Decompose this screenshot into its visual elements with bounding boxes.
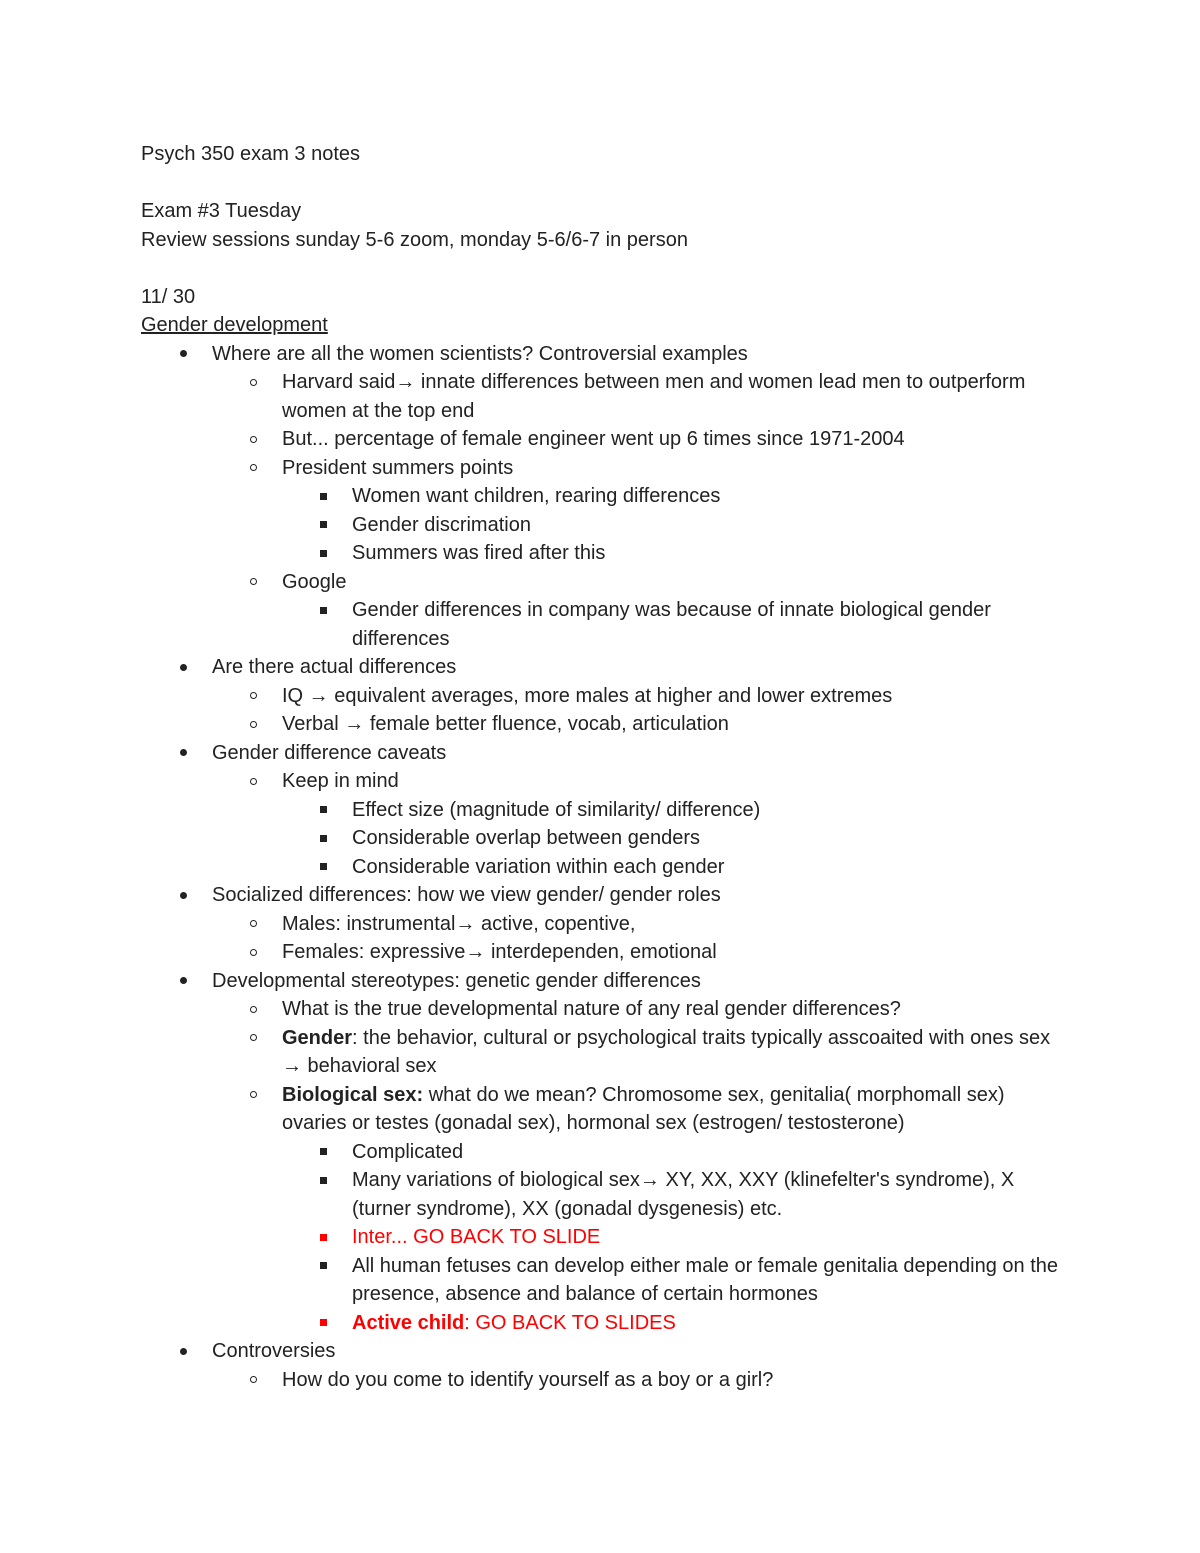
bullet-square xyxy=(316,1166,330,1195)
spacer xyxy=(141,169,1061,198)
list-item: But... percentage of female engineer went up 6 times since 1971-2004 xyxy=(141,425,1061,454)
bullet-square xyxy=(316,539,330,568)
bullet-circle xyxy=(246,1366,260,1395)
list-item: Effect size (magnitude of similarity/ difference) xyxy=(141,796,1061,825)
review-line: Review sessions sunday 5-6 zoom, monday 5-6/6-7 in person xyxy=(141,228,688,251)
list-item-highlighted: Active child: GO BACK TO SLIDES xyxy=(141,1309,1061,1338)
term-biological-sex: Biological sex: xyxy=(282,1083,424,1106)
bullet-square xyxy=(316,853,330,882)
bullet-square xyxy=(316,1223,330,1252)
list-item: Gender: the behavior, cultural or psychological traits typically asscoaited with ones sex → behavioral sex xyxy=(141,1024,1061,1081)
bullet-square xyxy=(316,1252,330,1281)
list-item: President summers points xyxy=(141,454,1061,483)
term-gender: Gender xyxy=(282,1026,353,1049)
exam-line: Exam #3 Tuesday xyxy=(141,200,302,222)
list-item: Complicated xyxy=(141,1138,1061,1167)
list-item: Verbal → female better fluence, vocab, articulation xyxy=(141,710,1061,739)
term-active-child: Active child xyxy=(352,1311,465,1334)
bullet-square xyxy=(316,1138,330,1167)
list-item: How do you come to identify yourself as a boy or a girl? xyxy=(141,1366,1061,1395)
spacer xyxy=(141,254,1061,283)
bullet-square xyxy=(316,1309,330,1338)
date-line: 11/ 30 xyxy=(141,285,196,308)
bullet-circle xyxy=(246,568,260,597)
bullet-circle xyxy=(246,682,260,711)
bullet-dot xyxy=(176,653,190,682)
bullet-dot xyxy=(176,967,190,996)
list-item: Controversies xyxy=(141,1337,1061,1366)
list-item: Where are all the women scientists? Controversial examples xyxy=(141,340,1061,369)
bullet-square xyxy=(316,511,330,540)
bullet-circle xyxy=(246,910,260,939)
list-item: Keep in mind xyxy=(141,767,1061,796)
list-item: Gender differences in company was because of innate biological gender differences xyxy=(141,596,1061,653)
list-item: Socialized differences: how we view gender/ gender roles xyxy=(141,881,1061,910)
list-item: All human fetuses can develop either male or female genitalia depending on the presence, absence and balance of certain hormones xyxy=(141,1252,1061,1309)
section-heading-text: Gender development xyxy=(141,314,328,336)
bullet-circle xyxy=(246,425,260,454)
bullet-dot xyxy=(176,1337,190,1366)
section-heading xyxy=(141,311,1061,340)
bullet-square xyxy=(316,824,330,853)
list-item: Gender discrimation xyxy=(141,511,1061,540)
document-content xyxy=(141,140,1061,1394)
bullet-circle xyxy=(246,767,260,796)
list-item: Summers was fired after this xyxy=(141,539,1061,568)
bullet-circle xyxy=(246,938,260,967)
list-item: IQ → equivalent averages, more males at higher and lower extremes xyxy=(141,682,1061,711)
list-item: Females: expressive→ interdependen, emotional xyxy=(141,938,1061,967)
notes-list xyxy=(141,340,1061,1395)
list-item: Biological sex: what do we mean? Chromosome sex, genitalia( morphomall sex) ovaries or testes (gonadal sex), hormonal sex (estrogen/ testosterone) xyxy=(141,1081,1061,1138)
list-item: Google xyxy=(141,568,1061,597)
bullet-circle xyxy=(246,1081,260,1110)
bullet-dot xyxy=(176,881,190,910)
bullet-square xyxy=(316,482,330,511)
bullet-circle xyxy=(246,1024,260,1053)
list-item: Developmental stereotypes: genetic gender differences xyxy=(141,967,1061,996)
list-item: Considerable overlap between genders xyxy=(141,824,1061,853)
list-item-highlighted: Inter... GO BACK TO SLIDE xyxy=(141,1223,1061,1252)
list-item: Are there actual differences xyxy=(141,653,1061,682)
list-item: Harvard said→ innate differences between men and women lead men to outperform women at the top end xyxy=(141,368,1061,425)
list-item: Many variations of biological sex→ XY, XX, XXY (klinefelter's syndrome), X (turner syndrome), XX (gonadal dysgenesis) etc. xyxy=(141,1166,1061,1223)
bullet-circle xyxy=(246,368,260,397)
bullet-square xyxy=(316,596,330,625)
document-title: Psych 350 exam 3 notes xyxy=(141,143,361,165)
bullet-dot xyxy=(176,340,190,369)
bullet-square xyxy=(316,796,330,825)
list-item: Considerable variation within each gender xyxy=(141,853,1061,882)
list-item: Males: instrumental→ active, copentive, xyxy=(141,910,1061,939)
bullet-circle xyxy=(246,710,260,739)
bullet-circle xyxy=(246,454,260,483)
list-item: Women want children, rearing differences xyxy=(141,482,1061,511)
list-item: Gender difference caveats xyxy=(141,739,1061,768)
list-item: What is the true developmental nature of any real gender differences? xyxy=(141,995,1061,1024)
bullet-dot xyxy=(176,739,190,768)
bullet-circle xyxy=(246,995,260,1024)
